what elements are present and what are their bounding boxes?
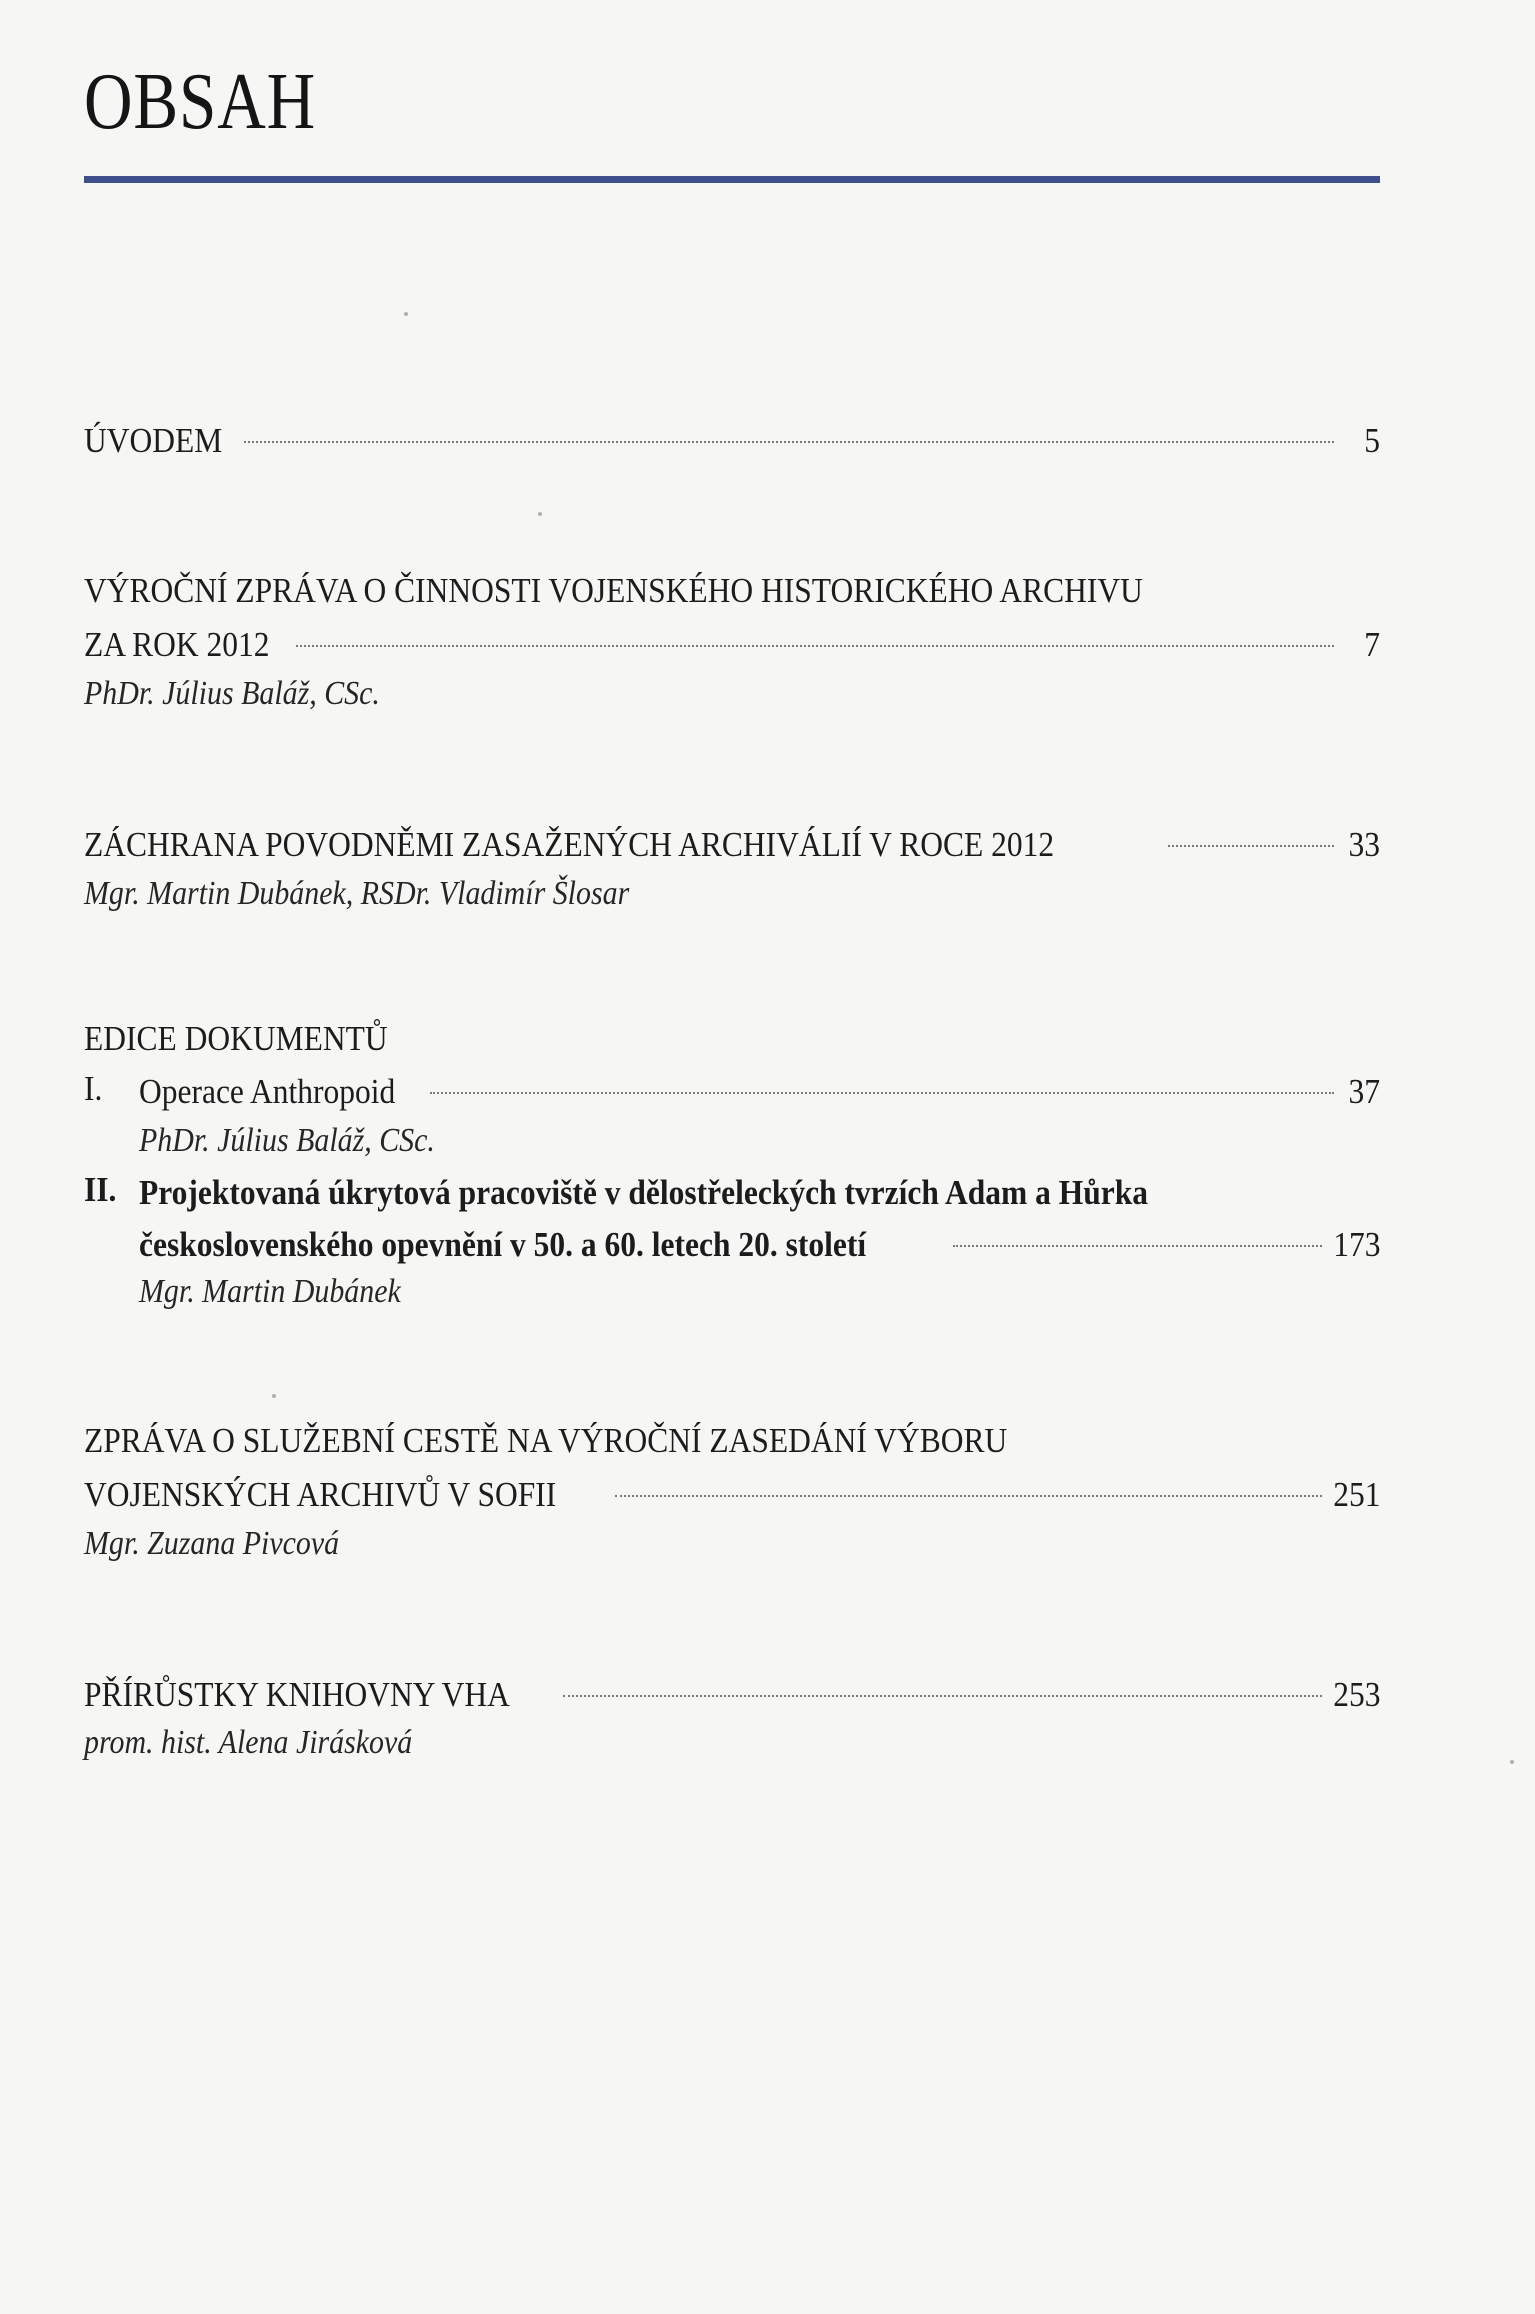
toc-entry-ukrytova-pracoviste[interactable] bbox=[139, 1222, 1380, 1268]
dot-leader bbox=[615, 1495, 1322, 1497]
sub-entry-number: I. bbox=[84, 1069, 103, 1108]
entry-title: ZÁCHRANA POVODNĚMI ZASAŽENÝCH ARCHIVÁLIÍ V ROCE 2012 bbox=[84, 825, 1055, 864]
entry-title: VOJENSKÝCH ARCHIVŮ V SOFII bbox=[84, 1475, 557, 1514]
dot-leader bbox=[953, 1245, 1322, 1247]
toc-entry-prirustky[interactable] bbox=[84, 1672, 1380, 1718]
page-number: 7 bbox=[1364, 625, 1380, 664]
page-number: 5 bbox=[1364, 421, 1380, 460]
dot-leader bbox=[244, 441, 1334, 443]
entry-title-line: VÝROČNÍ ZPRÁVA O ČINNOSTI VOJENSKÉHO HISTORICKÉHO ARCHIVU bbox=[84, 571, 1143, 610]
scan-speck bbox=[538, 512, 542, 516]
entry-title-line: ZPRÁVA O SLUŽEBNÍ CESTĚ NA VÝROČNÍ ZASEDÁNÍ VÝBORU bbox=[84, 1421, 1008, 1460]
dot-leader bbox=[563, 1695, 1321, 1697]
entry-title: československého opevnění v 50. a 60. letech 20. století bbox=[139, 1225, 867, 1264]
dot-leader bbox=[430, 1092, 1334, 1094]
entry-title: Operace Anthropoid bbox=[139, 1072, 396, 1111]
toc-entry-operace-anthropoid[interactable] bbox=[139, 1069, 1380, 1115]
page-number: 37 bbox=[1348, 1072, 1380, 1111]
sub-entry-number: II. bbox=[84, 1170, 117, 1209]
page-title: OBSAH bbox=[84, 58, 316, 146]
toc-entry-vyrocni-zprava[interactable] bbox=[84, 622, 1380, 668]
page-number: 173 bbox=[1332, 1225, 1380, 1264]
entry-title: PŘÍRŮSTKY KNIHOVNY VHA bbox=[84, 1675, 510, 1714]
page-number: 253 bbox=[1332, 1675, 1380, 1714]
entry-title-line: Projektovaná úkrytová pracoviště v dělostřeleckých tvrzích Adam a Hůrka bbox=[139, 1173, 1149, 1212]
section-heading-edice: EDICE DOKUMENTŮ bbox=[84, 1019, 388, 1058]
entry-author: Mgr. Martin Dubánek, RSDr. Vladimír Šlosar bbox=[84, 875, 630, 912]
title-rule bbox=[84, 176, 1380, 183]
entry-author: Mgr. Zuzana Pivcová bbox=[84, 1525, 340, 1562]
page-number: 251 bbox=[1332, 1475, 1380, 1514]
scan-speck bbox=[272, 1394, 276, 1398]
dot-leader bbox=[296, 645, 1334, 647]
scan-speck bbox=[404, 312, 408, 316]
toc-entry-uvodem[interactable] bbox=[84, 418, 1380, 464]
entry-author: Mgr. Martin Dubánek bbox=[139, 1273, 401, 1310]
entry-author: PhDr. Július Baláž, CSc. bbox=[139, 1122, 435, 1159]
toc-entry-zprava-sofie[interactable] bbox=[84, 1472, 1380, 1518]
entry-title: ZA ROK 2012 bbox=[84, 625, 270, 664]
entry-title: ÚVODEM bbox=[84, 421, 223, 460]
scan-speck bbox=[1510, 1760, 1514, 1764]
entry-author: PhDr. Július Baláž, CSc. bbox=[84, 675, 380, 712]
page-number: 33 bbox=[1348, 825, 1380, 864]
toc-entry-zachrana[interactable] bbox=[84, 822, 1380, 868]
dot-leader bbox=[1168, 845, 1334, 847]
entry-author: prom. hist. Alena Jirásková bbox=[84, 1724, 413, 1761]
